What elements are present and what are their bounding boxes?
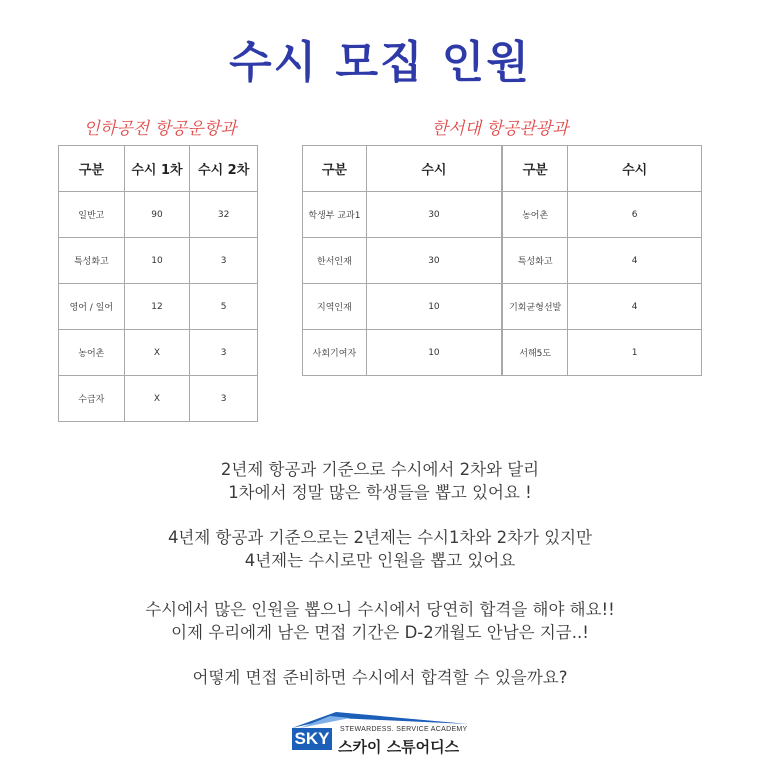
table-row (303, 330, 702, 376)
table-cell: 특성화고 (59, 238, 125, 284)
table-cell: 사회기여자 (303, 330, 367, 376)
inha-table (58, 145, 258, 422)
logo-subtitle: STEWARDESS. SERVICE ACADEMY (340, 726, 468, 733)
paragraph-line: 1차에서 정말 많은 학생들을 뽑고 있어요 ! (228, 483, 532, 502)
paragraph-line: 4년제 항공과 기준으로는 2년제는 수시1차와 2차가 있지만 (167, 528, 593, 547)
table-cell: 학생부 교과1 (303, 192, 367, 238)
table-cell: 10 (124, 238, 190, 284)
table-cell: X (124, 376, 190, 422)
table-cell: 1 (568, 330, 702, 376)
table-cell: 3 (190, 330, 258, 376)
table-cell: 3 (190, 376, 258, 422)
table-cell: 12 (124, 284, 190, 330)
table-cell: 수급자 (59, 376, 125, 422)
table-cell: 30 (366, 192, 502, 238)
table-cell: X (124, 330, 190, 376)
table-cell: 영어 / 일어 (59, 284, 125, 330)
paragraph-2 (0, 526, 760, 572)
table-cell: 4 (568, 284, 702, 330)
table-cell: 90 (124, 192, 190, 238)
table-cell: 농어촌 (502, 192, 568, 238)
header-cell: 수시 (568, 146, 702, 192)
header-cell: 수시 2차 (190, 146, 258, 192)
header-cell: 구분 (502, 146, 568, 192)
paragraph-line: 2년제 항공과 기준으로 수시에서 2차와 달리 (220, 460, 540, 479)
header-cell: 수시 1차 (124, 146, 190, 192)
table-row (59, 238, 258, 284)
logo-mark: SKY (292, 728, 332, 750)
table-cell: 한서인재 (303, 238, 367, 284)
page-title: 수시 모집 인원 (229, 37, 531, 88)
table-row (303, 284, 702, 330)
table-cell: 농어촌 (59, 330, 125, 376)
paragraph-1 (0, 458, 760, 504)
table-cell: 10 (366, 284, 502, 330)
table-cell: 5 (190, 284, 258, 330)
table-cell: 30 (366, 238, 502, 284)
header-cell: 구분 (59, 146, 125, 192)
table-cell: 지역인재 (303, 284, 367, 330)
paragraph-line: 수시에서 많은 인원을 뽑으니 수시에서 당연히 합격을 해야 해요!! (145, 600, 615, 619)
table-cell: 10 (366, 330, 502, 376)
hanseo-table (302, 145, 702, 376)
table-row (59, 330, 258, 376)
table-cell: 서해5도 (502, 330, 568, 376)
table-cell: 일반고 (59, 192, 125, 238)
table-row (59, 284, 258, 330)
logo-name: 스카이 스튜어디스 (338, 738, 460, 756)
table-cell: 기회균형선발 (502, 284, 568, 330)
table-row (303, 192, 702, 238)
paragraph-3 (0, 598, 760, 644)
table-row (59, 192, 258, 238)
academy-logo (290, 708, 480, 754)
hanseo-caption: 한서대 항공관광과 (431, 119, 569, 139)
table-cell: 4 (568, 238, 702, 284)
header-cell: 구분 (303, 146, 367, 192)
paragraph-line: 어떻게 면접 준비하면 수시에서 합격할 수 있을까요? (192, 668, 568, 687)
table-header-row (303, 146, 702, 192)
header-cell: 수시 (366, 146, 502, 192)
table-row (303, 238, 702, 284)
inha-caption: 인하공전 항공운항과 (83, 119, 237, 139)
paragraph-line: 이제 우리에게 남은 면접 기간은 D-2개월도 안남은 지금..! (171, 623, 589, 642)
table-cell: 3 (190, 238, 258, 284)
table-row (59, 376, 258, 422)
table-cell: 32 (190, 192, 258, 238)
paragraph-4 (0, 666, 760, 689)
table-cell: 6 (568, 192, 702, 238)
table-header-row (59, 146, 258, 192)
paragraph-line: 4년제는 수시로만 인원을 뽑고 있어요 (244, 551, 516, 570)
table-cell: 특성화고 (502, 238, 568, 284)
